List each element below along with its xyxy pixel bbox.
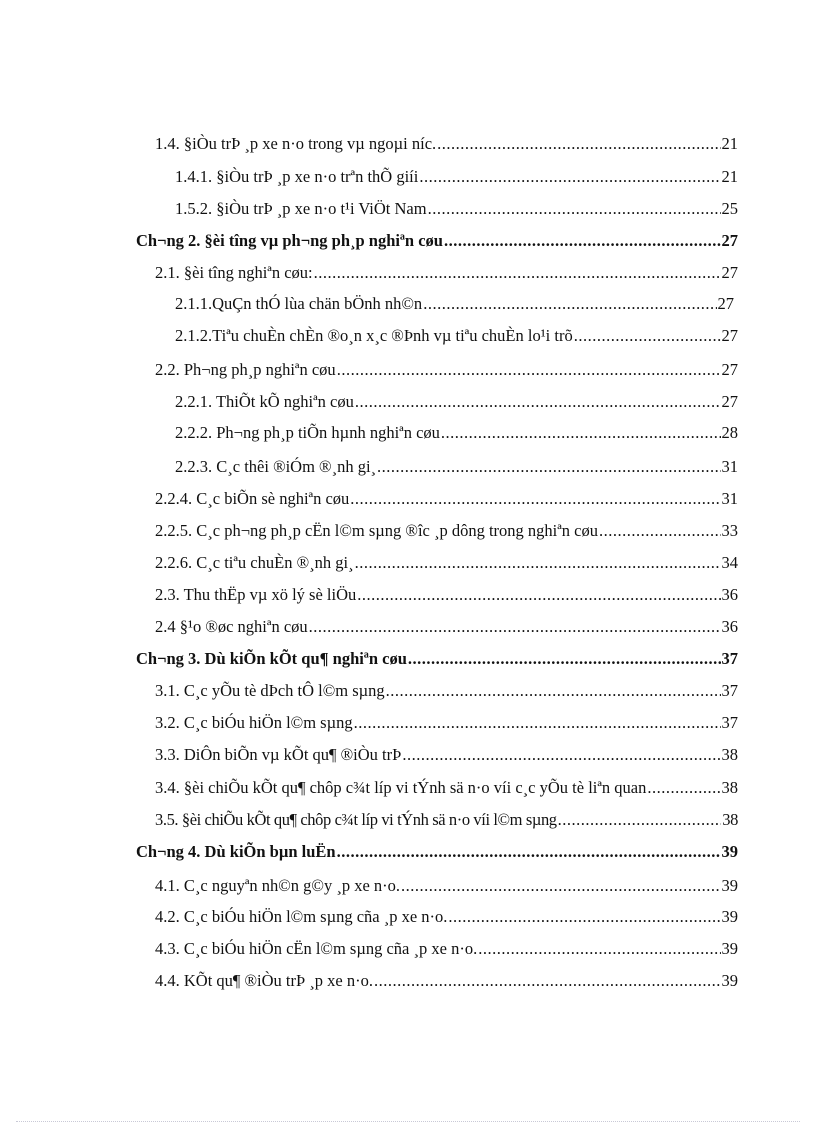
dot-leader [350, 489, 720, 509]
toc-entry-label: 2.2.1. ThiÕt kÕ nghiªn cøu [175, 392, 354, 411]
dot-leader [441, 423, 721, 443]
toc-entry-page: 37 [721, 649, 738, 668]
dot-leader [478, 939, 720, 959]
dot-leader [374, 971, 721, 991]
toc-entry-label: 4.3. C¸c biÓu hiÖn cËn l©m sµng cña ¸p xe n·o. [155, 939, 478, 958]
toc-entry-label: 2.2.2. Ph¬ng ph¸p tiÕn hµnh nghiªn cøu [175, 423, 440, 442]
toc-entry-label: 1.5.2. §iÒu trÞ ¸p xe n·o t¹i ViÖt Nam [175, 199, 427, 218]
toc-entry[interactable] [155, 263, 738, 283]
page-bottom-rule [16, 1121, 800, 1122]
toc-entry-label: Ch¬ng 2. §èi tîng vµ ph¬ng ph¸p nghiªn cøu [136, 231, 443, 250]
dot-leader [401, 876, 720, 896]
dot-leader [448, 907, 720, 927]
dot-leader [402, 745, 720, 765]
dot-leader [355, 392, 721, 412]
toc-entry[interactable] [155, 907, 738, 927]
toc-entry[interactable] [155, 617, 738, 637]
dot-leader [357, 585, 720, 605]
toc-entry-label: 3.4. §èi chiÕu kÕt qu¶ chôp c¾t líp vi tÝnh sä n·o víi c¸c yÕu tè liªn quan [155, 778, 647, 797]
toc-entry[interactable] [155, 778, 738, 798]
dot-leader [314, 263, 721, 283]
toc-chapter-entry[interactable] [136, 649, 738, 669]
toc-entry-label: 3.2. C¸c biÓu hiÖn l©m sµng [155, 713, 353, 732]
dot-leader [574, 326, 721, 346]
toc-entry-page: 39 [721, 907, 738, 926]
toc-entry[interactable] [155, 489, 738, 509]
toc-entry-label: 2.2. Ph¬ng ph¸p nghiªn cøu [155, 360, 336, 379]
toc-entry-label: 4.2. C¸c biÓu hiÖn l©m sµng cña ¸p xe n·o. [155, 907, 448, 926]
toc-entry-page: 27 [721, 231, 738, 250]
toc-entry-page: 33 [721, 521, 738, 540]
toc-entry-page: 27 [717, 294, 734, 313]
dot-leader [423, 294, 716, 314]
toc-entry-page: 21 [721, 134, 738, 153]
dot-leader [337, 360, 721, 380]
toc-entry-page: 39 [721, 971, 738, 990]
toc-entry-label: 4.1. C¸c nguyªn nh©n g©y ¸p xe n·o. [155, 876, 401, 895]
toc-entry-page: 36 [721, 585, 738, 604]
toc-entry[interactable] [155, 713, 738, 733]
toc-entry-label: 2.1.2.Tiªu chuÈn chÈn ®o¸n x¸c ®Þnh vµ tiªu chuÈn lo¹i trõ [175, 326, 573, 345]
dot-leader [558, 810, 722, 830]
dot-leader [428, 199, 721, 219]
toc-entry-label: Ch¬ng 3. Dù kiÕn kÕt qu¶ nghiªn cøu [136, 649, 407, 668]
toc-entry-page: 34 [721, 553, 738, 572]
toc-entry[interactable] [175, 423, 738, 443]
toc-entry[interactable] [155, 134, 738, 154]
toc-entry-label: 2.2.4. C¸c biÕn sè nghiªn cøu [155, 489, 350, 508]
toc-entry-page: 27 [721, 326, 738, 345]
dot-leader [386, 681, 721, 701]
toc-entry[interactable] [175, 326, 738, 346]
toc-entry[interactable] [155, 681, 738, 701]
dot-leader [444, 231, 721, 251]
dot-leader [408, 649, 721, 669]
toc-entry-page: 39 [721, 842, 738, 861]
toc-entry-label: 2.2.6. C¸c tiªu chuÈn ®¸nh gi¸ [155, 553, 354, 572]
toc-entry-label: 2.1.1.QuÇn thÓ lùa chän bÖnh nh©n [175, 294, 423, 313]
dot-leader [599, 521, 720, 541]
toc-entry[interactable] [155, 553, 738, 573]
toc-entry-page: 38 [721, 778, 738, 797]
toc-entry-label: 2.1. §èi tîng nghiªn cøu: [155, 263, 313, 282]
toc-entry-page: 28 [721, 423, 738, 442]
dot-leader [309, 617, 721, 637]
toc-entry[interactable] [155, 585, 738, 605]
toc-entry-page: 39 [721, 939, 738, 958]
toc-entry-page: 39 [721, 876, 738, 895]
dot-leader [437, 134, 720, 154]
toc-entry[interactable] [175, 392, 738, 412]
toc-entry-page: 21 [721, 167, 738, 186]
dot-leader [354, 713, 721, 733]
toc-entry-label: 3.3. DiÔn biÕn vµ kÕt qu¶ ®iÒu trÞ [155, 745, 402, 764]
toc-entry-page: 25 [721, 199, 738, 218]
toc-entry-label: 2.2.5. C¸c ph¬ng ph¸p cËn l©m sµng ®îc ¸p dông trong nghiªn cøu [155, 521, 599, 540]
toc-entry-label: 1.4. §iÒu trÞ ¸p xe n·o trong vµ ngoµi níc. [155, 134, 437, 153]
dot-leader [419, 167, 720, 187]
toc-entry-page: 27 [721, 360, 738, 379]
toc-entry-page: 27 [721, 392, 738, 411]
toc-entry-page: 36 [721, 617, 738, 636]
toc-entry[interactable] [155, 876, 738, 896]
toc-entry[interactable] [175, 294, 734, 314]
toc-entry-page: 38 [721, 745, 738, 764]
toc-entry[interactable] [155, 939, 738, 959]
toc-entry-label: 3.5. §èi chiÕu kÕt qu¶ chôp c¾t líp vi tÝnh sä n·o víi l©m sµng [155, 810, 557, 829]
toc-entry[interactable] [155, 810, 738, 830]
toc-entry-page: 37 [721, 713, 738, 732]
toc-entry-page: 38 [722, 810, 738, 829]
dot-leader [647, 778, 720, 798]
dot-leader [377, 457, 720, 477]
toc-entry-page: 31 [721, 489, 738, 508]
toc-entry[interactable] [155, 521, 738, 541]
toc-entry-page: 37 [721, 681, 738, 700]
toc-entry-label: 4.4. KÕt qu¶ ®iÒu trÞ ¸p xe n·o. [155, 971, 373, 990]
toc-entry-label: 2.2.3. C¸c thêi ®iÓm ®¸nh gi¸ [175, 457, 377, 476]
toc-entry-page: 31 [721, 457, 738, 476]
toc-entry-label: 2.3. Thu thËp vµ xö lý sè liÖu [155, 585, 357, 604]
toc-entry-label: Ch¬ng 4. Dù kiÕn bµn luËn [136, 842, 336, 861]
toc-entry[interactable] [155, 745, 738, 765]
toc-entry-label: 1.4.1. §iÒu trÞ ¸p xe n·o trªn thÕ giíi [175, 167, 419, 186]
dot-leader [355, 553, 721, 573]
toc-entry-page: 27 [721, 263, 738, 282]
toc-entry-label: 3.1. C¸c yÕu tè dÞch tÔ l©m sµng [155, 681, 385, 700]
toc-entry[interactable] [155, 971, 738, 991]
dot-leader [337, 842, 721, 862]
toc-chapter-entry[interactable] [136, 842, 738, 862]
toc-entry[interactable] [175, 457, 738, 477]
toc-chapter-entry[interactable] [136, 231, 738, 251]
toc-entry[interactable] [175, 199, 738, 219]
toc-entry[interactable] [155, 360, 738, 380]
toc-entry-label: 2.4 §¹o ®øc nghiªn cøu [155, 617, 308, 636]
toc-entry[interactable] [175, 167, 738, 187]
